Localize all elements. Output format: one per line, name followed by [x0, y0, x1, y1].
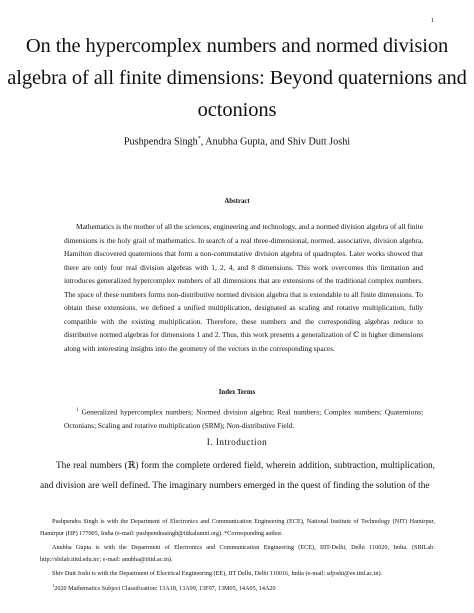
footnotes — [40, 516, 435, 595]
paper-title: On the hypercomplex numbers and normed division algebra of all finite dimensions: Beyond quaternions and octonions — [7, 35, 467, 121]
footnote-author-1 — [40, 516, 435, 539]
index-terms-heading: Index Terms — [218, 389, 256, 396]
introduction-text: The real numbers (ℝ) form the complete ordered field, wherein addition, subtraction, multiplication, and division are well defined. The imaginary numbers emerged in the quest of finding the solution of the — [40, 461, 435, 491]
section-heading: I. Introduction — [206, 437, 268, 447]
footnote-msc — [40, 580, 435, 595]
index-terms-list: Generalized hypercomplex numbers; Normed division algebra; Real numbers; Complex numbers; Quaternions; Octonians; Scaling and rotative multiplication (SRM); Non-distributive Field. — [64, 407, 423, 431]
footnote-mark: 1 — [76, 408, 79, 413]
abstract-heading: Abstract — [224, 198, 250, 205]
index-terms-text — [64, 404, 423, 433]
footnote-text: 2020 Mathematics Subject Classification: 13A18, 13A99, 13F07, 13M05, 14A05, 14A20 — [54, 585, 276, 593]
page-number: 1 — [430, 17, 434, 24]
author-list — [0, 136, 474, 147]
abstract-text: Mathematics is the mother of all the sciences, engineering and technology, and a normed division algebra of all finite dimensions is the holy grail of mathematics. In search of a real three-dimensional, normed, associative, division algebra, Hamilton discovered quaternions that form a non-commutative division algebra of quadruples. Later works showed that there are only four real division algebras with 1, 2, 4, and 8 dimensions. This work overcomes this limitation and introduces generalized hypercomplex numbers of all dimensions that are extensions of the traditional complex numbers. The space of these numbers forms non-distributive normed division algebra that is extendable to all finite dimensions. To obtain these extensions, we defined a unified multiplication, designated as scaling and rotative multiplication, fully compatible with the existing multiplication. Therefore, these numbers and the corresponding algebras reduce to distributive normed algebras for dimensions 1 and 2. Thus, this work presents a generalization of ℂ in higher dimensions along with interesting insights into the geometry of the vectors in the corresponding spaces. — [64, 222, 423, 353]
author-names-rest: , Anubha Gupta, and Shiv Dutt Joshi — [200, 136, 351, 148]
author-name: Pushpendra Singh — [123, 136, 198, 148]
footnote-text: Shiv Dutt Joshi is with the Department of Electrical Engineering (EE), IIT Delhi, Delhi 110016, India (e-mail: sdjoshi@ee.iitd.ac.in). — [52, 570, 383, 578]
footnote-text: Pushpendra Singh is with the Department of Electronics and Communication Engineering (ECE), National Institute of Technology (NIT) Hamirpur, Hamirpur (HP) 177005, India (e-mail: pushpendrasingh@iitkalumni.org). *Corresponding author. — [40, 518, 435, 537]
footnote-author-2 — [40, 542, 435, 565]
corresponding-author-mark: * — [197, 136, 201, 142]
footnote-text: Anubha Gupta is with the Department of Electronics and Communication Engineering (ECE), IIIT-Delhi, Delhi 110020, India. (SBILab: http://sbilab.iiitd.edu.in/; e-mail: anubha@iiitd.ac.in). — [40, 544, 435, 563]
footnote-author-3 — [40, 568, 435, 580]
footnote-mark: 1 — [52, 582, 55, 588]
